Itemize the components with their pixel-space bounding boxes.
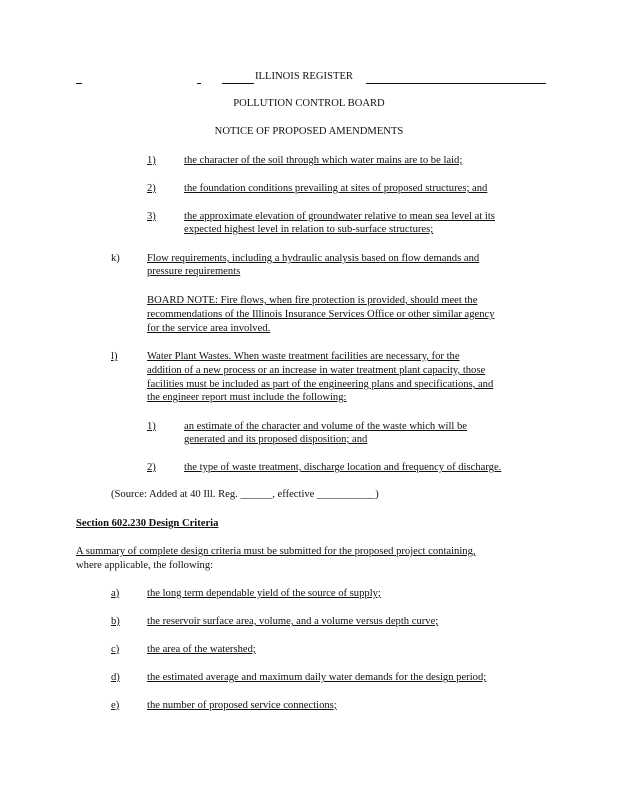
board-note-line2: recommendations of the Illinois Insurance Services Office or other similar agency (147, 309, 495, 320)
item-k-text-line1: Flow requirements, including a hydraulic analysis based on flow demands and (147, 253, 480, 264)
header-rule-left-mark (76, 83, 82, 84)
board-note-line3: for the service area involved. (147, 323, 271, 334)
item-l-text-line3: facilities must be included as part of the engineering plans and specifications, and (147, 379, 494, 390)
item-j3-number: 3) (147, 211, 156, 222)
header-rule-left (222, 83, 254, 84)
intro-line2: where applicable, the following: (76, 560, 214, 571)
item-l1-text-line1: an estimate of the character and volume of the waste which will be (184, 421, 467, 432)
criteria-e-text: the number of proposed service connections; (147, 700, 337, 711)
criteria-d-label: d) (111, 672, 120, 683)
item-k-text-line2: pressure requirements (147, 266, 241, 277)
board-note-line1: BOARD NOTE: Fire flows, when fire protection is provided, should meet the (147, 295, 478, 306)
section-heading: Section 602.230 Design Criteria (76, 518, 219, 529)
item-l-text-line1: Water Plant Wastes. When waste treatment facilities are necessary, for the (147, 351, 460, 362)
item-l-text-line4: the engineer report must include the following: (147, 392, 347, 403)
item-l-label: l) (111, 351, 118, 362)
board-title: POLLUTION CONTROL BOARD (233, 98, 385, 109)
item-l1-number: 1) (147, 421, 156, 432)
register-title: ILLINOIS REGISTER (255, 71, 353, 82)
criteria-b-label: b) (111, 616, 120, 627)
item-j3-text-line2: expected highest level in relation to sub-surface structures; (184, 224, 434, 235)
item-j3-text-line1: the approximate elevation of groundwater relative to mean sea level at its (184, 211, 495, 222)
item-l2-text: the type of waste treatment, discharge location and frequency of discharge. (184, 462, 502, 473)
item-l-text-line2: addition of a new process or an increase in water treatment plant capacity, those (147, 365, 486, 376)
criteria-a-text: the long term dependable yield of the source of supply; (147, 588, 381, 599)
intro-line1: A summary of complete design criteria must be submitted for the proposed project containing, (76, 546, 476, 557)
criteria-a-label: a) (111, 588, 120, 599)
header-rule-right (366, 83, 546, 84)
source-citation: (Source: Added at 40 Ill. Reg. ______, effective ___________) (111, 489, 379, 500)
item-k-label: k) (111, 253, 120, 264)
item-l1-text-line2: generated and its proposed disposition; and (184, 434, 368, 445)
item-j2-number: 2) (147, 183, 156, 194)
notice-title: NOTICE OF PROPOSED AMENDMENTS (214, 126, 404, 137)
criteria-d-text: the estimated average and maximum daily water demands for the design period; (147, 672, 487, 683)
item-j2-text: the foundation conditions prevailing at sites of proposed structures; and (184, 183, 488, 194)
item-j1-text: the character of the soil through which water mains are to be laid; (184, 155, 463, 166)
criteria-b-text: the reservoir surface area, volume, and a volume versus depth curve; (147, 616, 439, 627)
criteria-e-label: e) (111, 700, 120, 711)
criteria-c-text: the area of the watershed; (147, 644, 256, 655)
header-rule-dot (197, 83, 201, 84)
item-l2-number: 2) (147, 462, 156, 473)
item-j1-number: 1) (147, 155, 156, 166)
criteria-c-label: c) (111, 644, 120, 655)
